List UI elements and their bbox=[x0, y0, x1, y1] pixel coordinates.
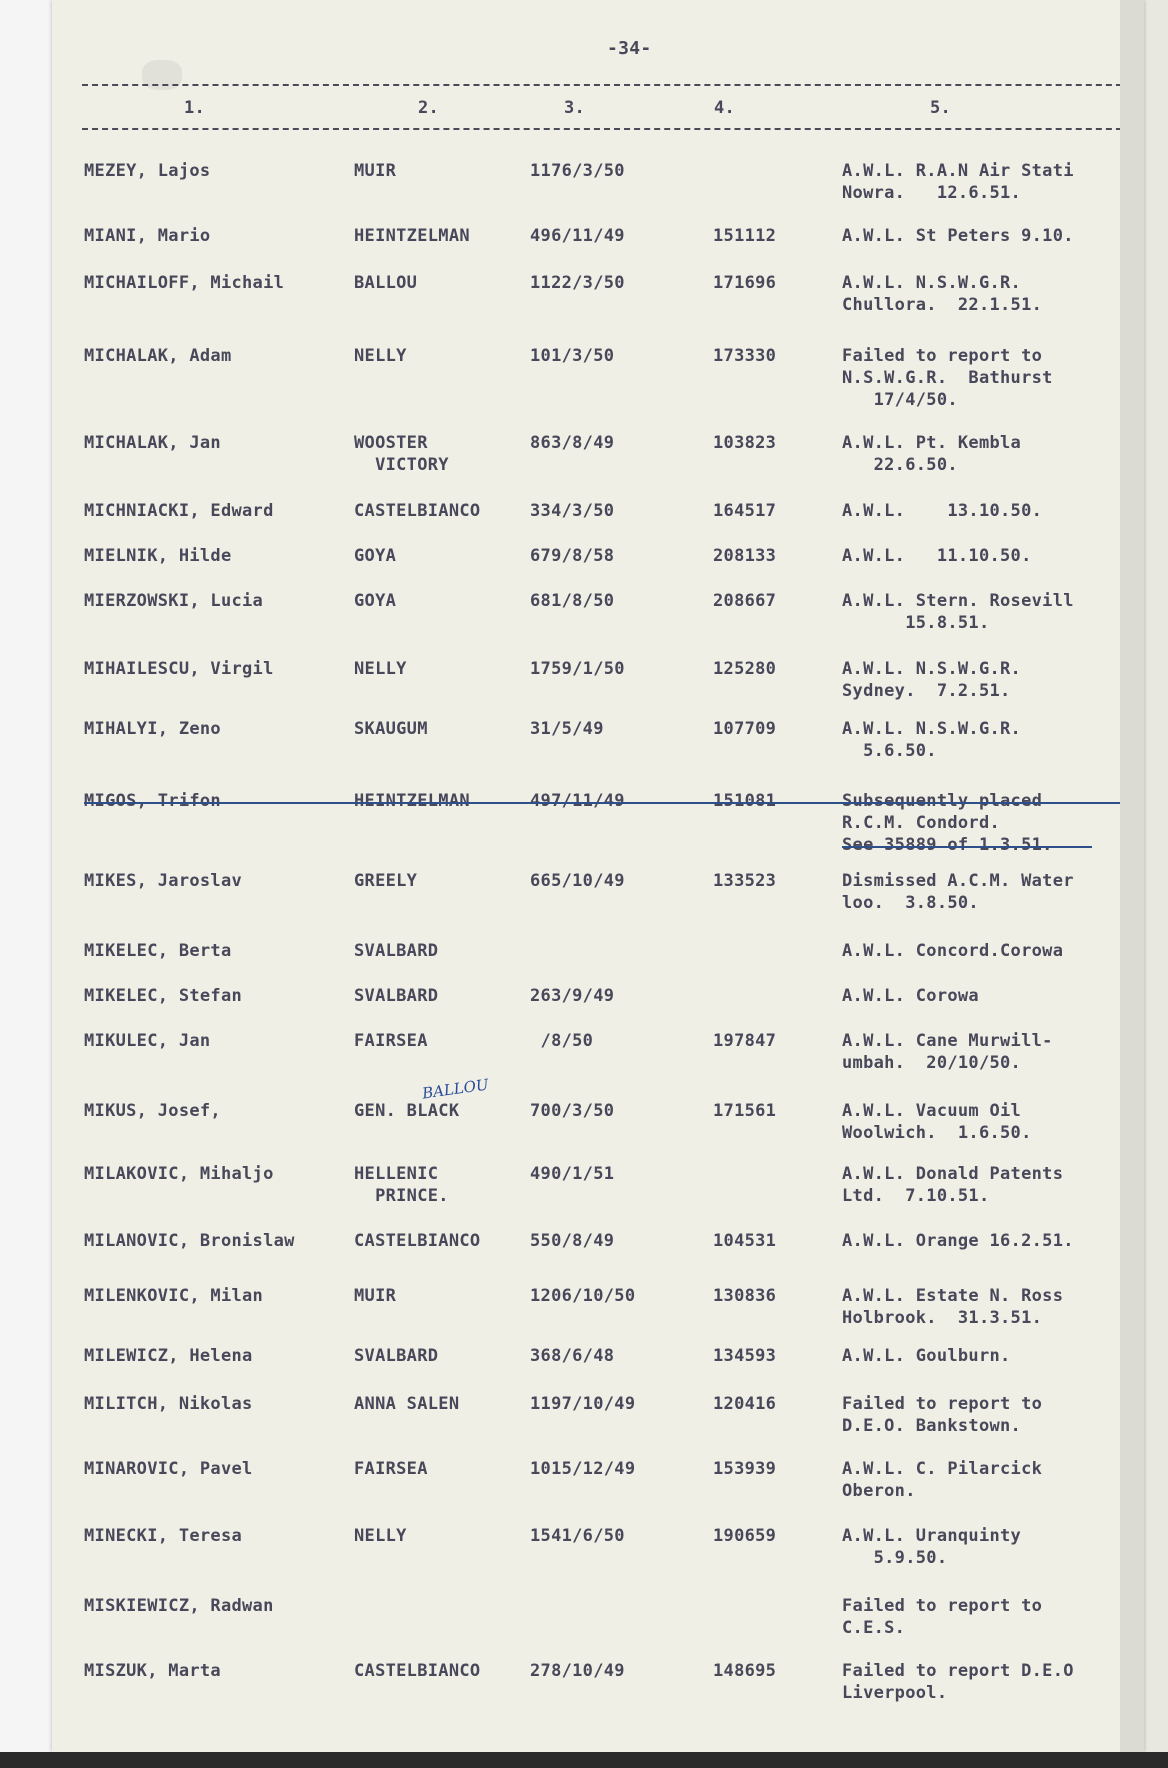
remarks: Subsequently placed R.C.M. Condord. See 35889 of 1.3.51. bbox=[842, 791, 1053, 855]
column-header-3: 3. bbox=[564, 98, 586, 118]
registration-number: 197847 bbox=[713, 1031, 777, 1051]
ship-name: GEN. BLACK bbox=[354, 1101, 460, 1121]
header-rule-top bbox=[82, 84, 1142, 86]
strikethrough-line bbox=[84, 802, 1124, 804]
person-name: MILANOVIC, Bronislaw bbox=[84, 1231, 295, 1251]
person-name: MICHALAK, Adam bbox=[84, 346, 232, 366]
person-name: MIKES, Jaroslav bbox=[84, 871, 243, 891]
remarks: A.W.L. 13.10.50. bbox=[842, 501, 1043, 521]
reference-number: 665/10/49 bbox=[530, 871, 625, 891]
person-name: MICHALAK, Jan bbox=[84, 433, 221, 453]
underline-mark bbox=[842, 846, 1092, 848]
ship-name: ANNA SALEN bbox=[354, 1394, 460, 1414]
ship-name: HELLENIC PRINCE. bbox=[354, 1164, 449, 1206]
person-name: MILAKOVIC, Mihaljo bbox=[84, 1164, 274, 1184]
page-number: -34- bbox=[607, 38, 652, 59]
remarks: A.W.L. Stern. Rosevill 15.8.51. bbox=[842, 591, 1074, 633]
remarks: A.W.L. Estate N. Ross Holbrook. 31.3.51. bbox=[842, 1286, 1064, 1328]
person-name: MEZEY, Lajos bbox=[84, 161, 211, 181]
reference-number: 1197/10/49 bbox=[530, 1394, 636, 1414]
person-name: MIGOS, Trifon bbox=[84, 791, 221, 811]
remarks: A.W.L. R.A.N Air Stati Nowra. 12.6.51. bbox=[842, 161, 1074, 203]
reference-number: 496/11/49 bbox=[530, 226, 625, 246]
reference-number: 550/8/49 bbox=[530, 1231, 615, 1251]
reference-number: 31/5/49 bbox=[530, 719, 604, 739]
person-name: MISKIEWICZ, Radwan bbox=[84, 1596, 274, 1616]
reference-number: /8/50 bbox=[530, 1031, 594, 1051]
person-name: MICHAILOFF, Michail bbox=[84, 273, 285, 293]
registration-number: 208133 bbox=[713, 546, 777, 566]
ship-name: SKAUGUM bbox=[354, 719, 428, 739]
ship-name: MUIR bbox=[354, 161, 397, 181]
remarks: Failed to report to N.S.W.G.R. Bathurst 17/4/50. bbox=[842, 346, 1053, 410]
remarks: A.W.L. C. Pilarcick Oberon. bbox=[842, 1459, 1043, 1501]
person-name: MINECKI, Teresa bbox=[84, 1526, 243, 1546]
remarks: A.W.L. 11.10.50. bbox=[842, 546, 1032, 566]
remarks: A.W.L. N.S.W.G.R. 5.6.50. bbox=[842, 719, 1022, 761]
reference-number: 1122/3/50 bbox=[530, 273, 625, 293]
remarks: Failed to report to D.E.O. Bankstown. bbox=[842, 1394, 1043, 1436]
column-header-5: 5. bbox=[930, 98, 952, 118]
registration-number: 171696 bbox=[713, 273, 777, 293]
reference-number: 101/3/50 bbox=[530, 346, 615, 366]
registration-number: 153939 bbox=[713, 1459, 777, 1479]
registration-number: 134593 bbox=[713, 1346, 777, 1366]
registration-number: 151081 bbox=[713, 791, 777, 811]
remarks: Failed to report to C.E.S. bbox=[842, 1596, 1043, 1638]
registration-number: 107709 bbox=[713, 719, 777, 739]
reference-number: 497/11/49 bbox=[530, 791, 625, 811]
person-name: MIANI, Mario bbox=[84, 226, 211, 246]
ship-name: MUIR bbox=[354, 1286, 397, 1306]
reference-number: 700/3/50 bbox=[530, 1101, 615, 1121]
remarks: Failed to report D.E.O Liverpool. bbox=[842, 1661, 1074, 1703]
column-header-1: 1. bbox=[184, 98, 206, 118]
header-rule-bottom bbox=[82, 128, 1142, 130]
reference-number: 1541/6/50 bbox=[530, 1526, 625, 1546]
reference-number: 863/8/49 bbox=[530, 433, 615, 453]
person-name: MINAROVIC, Pavel bbox=[84, 1459, 253, 1479]
registration-number: 125280 bbox=[713, 659, 777, 679]
ship-name: GOYA bbox=[354, 546, 397, 566]
ship-name: FAIRSEA bbox=[354, 1031, 428, 1051]
ship-name: NELLY bbox=[354, 346, 407, 366]
reference-number: 334/3/50 bbox=[530, 501, 615, 521]
remarks: A.W.L. Vacuum Oil Woolwich. 1.6.50. bbox=[842, 1101, 1032, 1143]
registration-number: 164517 bbox=[713, 501, 777, 521]
person-name: MILENKOVIC, Milan bbox=[84, 1286, 264, 1306]
remarks: A.W.L. Concord.Corowa bbox=[842, 941, 1064, 961]
person-name: MILITCH, Nikolas bbox=[84, 1394, 253, 1414]
right-margin bbox=[1120, 0, 1144, 1752]
registration-number: 104531 bbox=[713, 1231, 777, 1251]
ship-name: WOOSTER VICTORY bbox=[354, 433, 449, 475]
reference-number: 1206/10/50 bbox=[530, 1286, 636, 1306]
person-name: MIKULEC, Jan bbox=[84, 1031, 211, 1051]
ship-name: NELLY bbox=[354, 659, 407, 679]
registration-number: 173330 bbox=[713, 346, 777, 366]
reference-number: 679/8/58 bbox=[530, 546, 615, 566]
person-name: MIHALYI, Zeno bbox=[84, 719, 221, 739]
ship-name: CASTELBIANCO bbox=[354, 501, 481, 521]
remarks: A.W.L. Donald Patents Ltd. 7.10.51. bbox=[842, 1164, 1064, 1206]
remarks: A.W.L. Goulburn. bbox=[842, 1346, 1011, 1366]
remarks: A.W.L. Cane Murwill- umbah. 20/10/50. bbox=[842, 1031, 1053, 1073]
bottom-edge bbox=[0, 1752, 1168, 1768]
reference-number: 1759/1/50 bbox=[530, 659, 625, 679]
registration-number: 130836 bbox=[713, 1286, 777, 1306]
registration-number: 190659 bbox=[713, 1526, 777, 1546]
person-name: MIELNIK, Hilde bbox=[84, 546, 232, 566]
person-name: MISZUK, Marta bbox=[84, 1661, 221, 1681]
reference-number: 278/10/49 bbox=[530, 1661, 625, 1681]
ship-name: BALLOU bbox=[354, 273, 418, 293]
ship-name: SVALBARD bbox=[354, 941, 439, 961]
ship-name: GOYA bbox=[354, 591, 397, 611]
reference-number: 1015/12/49 bbox=[530, 1459, 636, 1479]
ship-name: NELLY bbox=[354, 1526, 407, 1546]
left-margin bbox=[0, 0, 52, 1768]
person-name: MILEWICZ, Helena bbox=[84, 1346, 253, 1366]
remarks: A.W.L. N.S.W.G.R. Chullora. 22.1.51. bbox=[842, 273, 1043, 315]
reference-number: 1176/3/50 bbox=[530, 161, 625, 181]
registration-number: 120416 bbox=[713, 1394, 777, 1414]
ship-name: SVALBARD bbox=[354, 986, 439, 1006]
remarks: Dismissed A.C.M. Water loo. 3.8.50. bbox=[842, 871, 1074, 913]
reference-number: 368/6/48 bbox=[530, 1346, 615, 1366]
reference-number: 490/1/51 bbox=[530, 1164, 615, 1184]
person-name: MIKELEC, Stefan bbox=[84, 986, 243, 1006]
remarks: A.W.L. Corowa bbox=[842, 986, 979, 1006]
registration-number: 208667 bbox=[713, 591, 777, 611]
remarks: A.W.L. Uranquinty 5.9.50. bbox=[842, 1526, 1022, 1568]
registration-number: 151112 bbox=[713, 226, 777, 246]
column-header-2: 2. bbox=[418, 98, 440, 118]
registration-number: 148695 bbox=[713, 1661, 777, 1681]
column-header-4: 4. bbox=[714, 98, 736, 118]
ship-name: FAIRSEA bbox=[354, 1459, 428, 1479]
remarks: A.W.L. N.S.W.G.R. Sydney. 7.2.51. bbox=[842, 659, 1022, 701]
handwritten-annotation: BALLOU bbox=[421, 1075, 490, 1103]
document-page bbox=[52, 0, 1144, 1752]
ship-name: GREELY bbox=[354, 871, 418, 891]
ship-name: SVALBARD bbox=[354, 1346, 439, 1366]
registration-number: 103823 bbox=[713, 433, 777, 453]
ship-name: HEINTZELMAN bbox=[354, 791, 470, 811]
person-name: MICHNIACKI, Edward bbox=[84, 501, 274, 521]
person-name: MIHAILESCU, Virgil bbox=[84, 659, 274, 679]
person-name: MIKUS, Josef, bbox=[84, 1101, 221, 1121]
remarks: A.W.L. Orange 16.2.51. bbox=[842, 1231, 1074, 1251]
remarks: A.W.L. St Peters 9.10. bbox=[842, 226, 1074, 246]
person-name: MIERZOWSKI, Lucia bbox=[84, 591, 264, 611]
ship-name: HEINTZELMAN bbox=[354, 226, 470, 246]
registration-number: 133523 bbox=[713, 871, 777, 891]
registration-number: 171561 bbox=[713, 1101, 777, 1121]
ship-name: CASTELBIANCO bbox=[354, 1231, 481, 1251]
ship-name: CASTELBIANCO bbox=[354, 1661, 481, 1681]
person-name: MIKELEC, Berta bbox=[84, 941, 232, 961]
reference-number: 263/9/49 bbox=[530, 986, 615, 1006]
reference-number: 681/8/50 bbox=[530, 591, 615, 611]
remarks: A.W.L. Pt. Kembla 22.6.50. bbox=[842, 433, 1022, 475]
